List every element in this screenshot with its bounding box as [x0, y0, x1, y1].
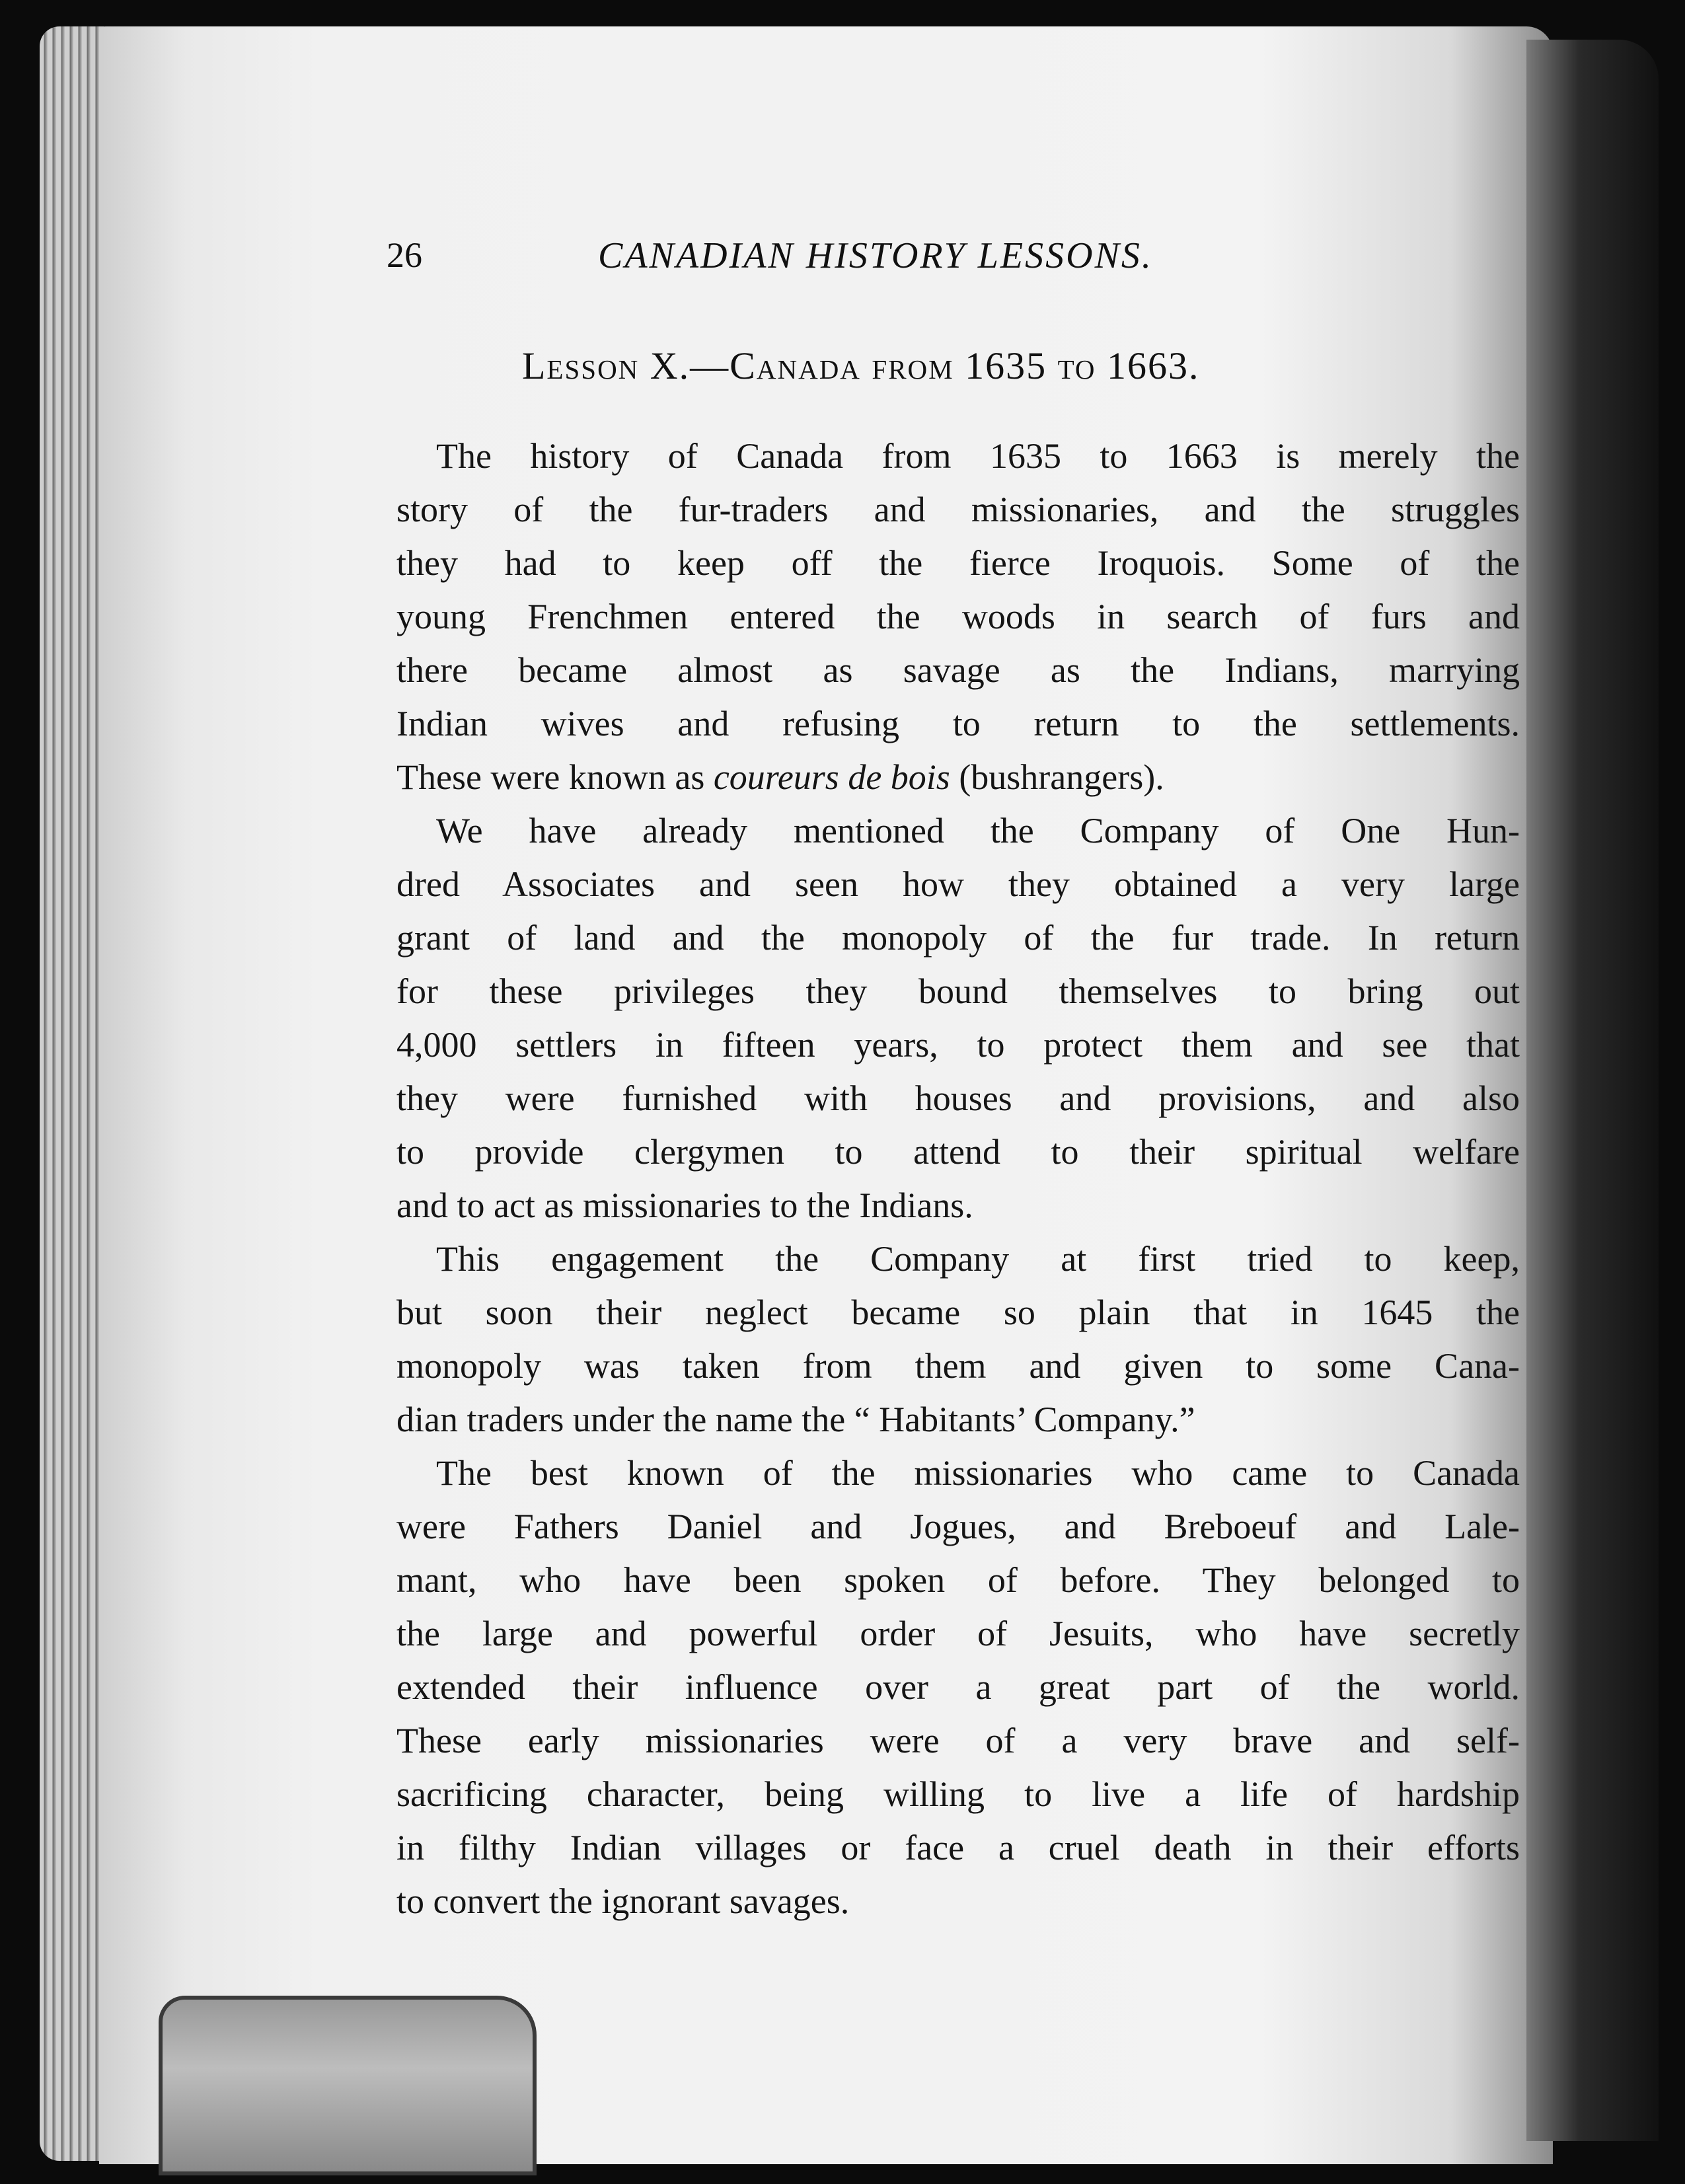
italic-term: coureurs de bois: [713, 757, 950, 797]
text-line: extended their influence over a great part of the world.: [396, 1667, 1520, 1707]
text-line: mant, who have been spoken of before. They belonged to: [396, 1560, 1520, 1600]
page-header: [387, 235, 1285, 287]
text-line: The best known of the missionaries who came to Canada: [436, 1453, 1520, 1493]
paragraph-4: [396, 1447, 1520, 1928]
paragraph-1: [396, 430, 1520, 804]
page-number: 26: [387, 235, 422, 275]
text-line: sacrificing character, being willing to live a life of hardship: [396, 1774, 1520, 1814]
page-clip: [159, 1996, 537, 2175]
text-line: they had to keep off the fierce Iroquois. Some of the: [396, 543, 1520, 583]
text-line: young Frenchmen entered the woods in search of furs and: [396, 597, 1520, 636]
text-line: to convert the ignorant savages.: [396, 1881, 850, 1921]
book-spine-shadow: [1526, 40, 1659, 2141]
paragraph-3: [396, 1232, 1520, 1447]
running-title: CANADIAN HISTORY LESSONS.: [598, 235, 1153, 276]
text-line: to provide clergymen to attend to their spiritual welfare: [396, 1132, 1520, 1172]
text-line: there became almost as savage as the Indians, marrying: [396, 650, 1520, 690]
text-line: dian traders under the name the “ Habitants’ Company.”: [396, 1400, 1195, 1439]
text-line: story of the fur-traders and missionaries, and the struggles: [396, 490, 1520, 529]
text-line: but soon their neglect became so plain that in 1645 the: [396, 1293, 1520, 1332]
text-line: This engagement the Company at first tried to keep,: [436, 1239, 1520, 1279]
body-text: [396, 430, 1520, 1928]
text-segment: (bushrangers).: [959, 757, 1164, 797]
text-line: The history of Canada from 1635 to 1663 is merely the: [436, 436, 1520, 476]
paragraph-2: [396, 804, 1520, 1232]
text-line: in filthy Indian villages or face a cruel death in their efforts: [396, 1828, 1520, 1867]
text-line: were Fathers Daniel and Jogues, and Breboeuf and Lale-: [396, 1507, 1520, 1546]
text-line: they were furnished with houses and provisions, and also: [396, 1078, 1520, 1118]
text-line: 4,000 settlers in fifteen years, to protect them and see that: [396, 1025, 1520, 1065]
text-line: dred Associates and seen how they obtained a very large: [396, 864, 1520, 904]
text-line: for these privileges they bound themselves to bring out: [396, 971, 1520, 1011]
text-line: Indian wives and refusing to return to the settlements.: [396, 704, 1520, 743]
text-line: grant of land and the monopoly of the fur trade. In return: [396, 918, 1520, 958]
text-line: We have already mentioned the Company of One Hun-: [436, 811, 1520, 850]
text-line: [396, 751, 1520, 804]
text-line: monopoly was taken from them and given to some Cana-: [396, 1346, 1520, 1386]
lesson-title: Lesson X.—Canada from 1635 to 1663.: [522, 344, 1200, 387]
text-segment: These were known as: [396, 757, 705, 797]
text-line: and to act as missionaries to the Indians.: [396, 1186, 973, 1225]
text-line: These early missionaries were of a very brave and self-: [396, 1721, 1520, 1760]
text-line: the large and powerful order of Jesuits, who have secretly: [396, 1614, 1520, 1653]
